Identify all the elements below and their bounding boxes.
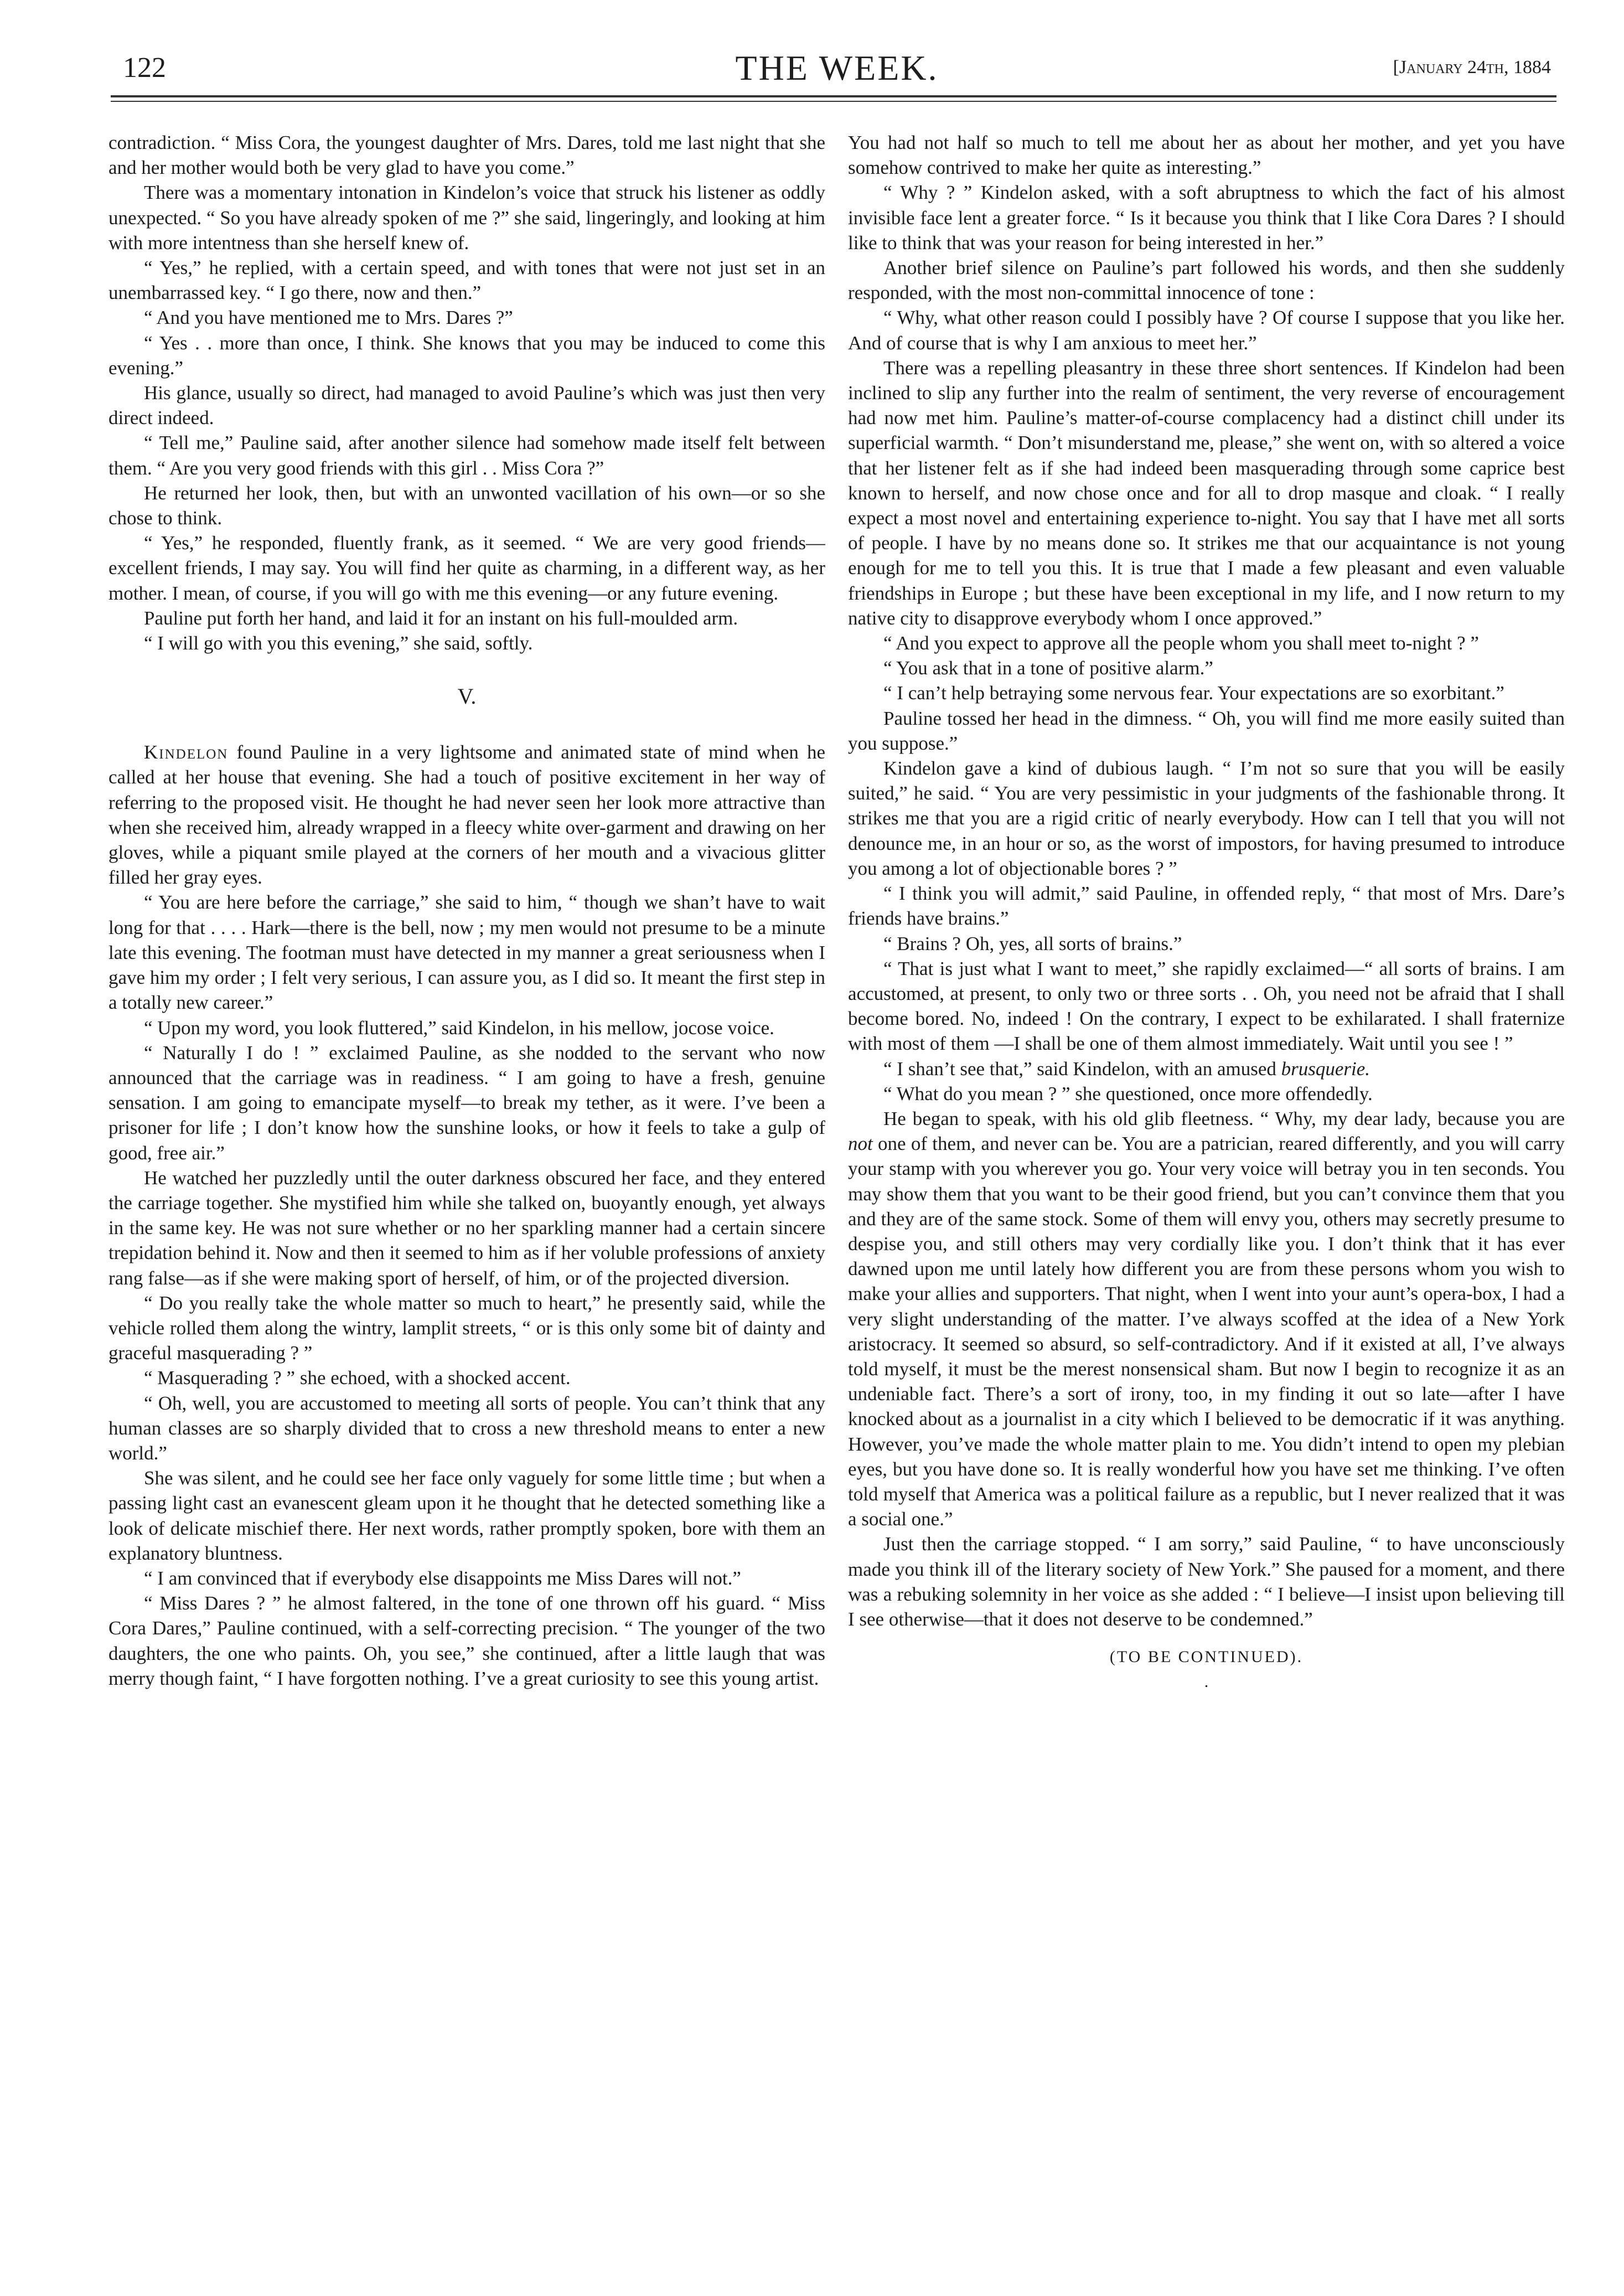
paragraph: “ Tell me,” Pauline said, after another silence had somehow made itself felt between them. “ Are you very good friends with this girl . . Miss Cora ?”	[108, 432, 825, 479]
paragraph: “ Brains ? Oh, yes, all sorts of brains.”	[883, 932, 1182, 954]
paragraph: “ And you have mentioned me to Mrs. Dares ?”	[144, 307, 513, 329]
paragraph: “ I can’t help betraying some nervous fear. Your expectations are so exorbitant.”	[883, 682, 1504, 704]
paragraph: “ Why, what other reason could I possibly have ? Of course I suppose that you like her. And of course that is why I am anxious to meet her.”	[848, 307, 1565, 354]
paragraph: Kindelon gave a kind of dubious laugh. “ I’m not so sure that you will be easily suited,” he said. “ You are very pessimistic in your judgments of the fashionable throng. It strikes me that you are a rigid critic of nearly everybody. How can I tell that you will not denounce me, in an hour or so, as the worst of impostors, for having presumed to introduce you among a lot of objectionable bores ? ”	[848, 757, 1565, 879]
paragraph: “ And you expect to approve all the people whom you shall meet to-night ? ”	[883, 632, 1479, 654]
paragraph: Just then the carriage stopped. “ I am sorry,” said Pauline, “ to have unconsciously made you think ill of the literary society of New York.” She paused for a moment, and there was a rebuking solemnity in her voice as she added : “ I believe—I insist upon believing till I see otherwise—that it does not deserve to be condemned.”	[848, 1533, 1565, 1630]
paragraph: Another brief silence on Pauline’s part followed his words, and then she suddenly responded, with the most non-committal innocence of tone :	[848, 257, 1565, 304]
paragraph: “ You are here before the carriage,” she said to him, “ though we shan’t have to wait long for that . . . . Hark—there is the bell, now ; my men would not presume to be a minute late this evening. The footman must have detected in my manner a great seriousness when I gave him my order ; I felt very serious, I can assure you, as I did so. It meant the first step in a totally new career.”	[108, 891, 825, 1014]
paragraph: She was silent, and he could see her face only vaguely for some little time ; but when a passing light cast an evanescent gleam upon it he thought that he detected something like a look of delicate mischief there. Her next words, rather promptly spoken, bore with them an explanatory bluntness.	[108, 1467, 825, 1564]
header-rule-thin	[111, 101, 1556, 102]
paragraph: “ I will go with you this evening,” she said, softly.	[144, 632, 533, 654]
end-mark: .	[1204, 1673, 1209, 1691]
paragraph: “ Yes . . more than once, I think. She knows that you may be induced to come this evening.”	[108, 332, 825, 379]
italic-word: brusquerie.	[1281, 1057, 1370, 1080]
right-column	[848, 130, 1565, 2273]
paragraph: He watched her puzzledly until the outer darkness obscured her face, and they entered the carriage together. She mystified him while she talked on, buoyantly enough, yet always in the same key. He was not sure whether or no her sparkling manner had a certain sincere trepidation behind it. Now and then it seemed to him as if her voluble professions of anxiety rang false—as if she were making sport of herself, of him, or of the projected diversion.	[108, 1167, 825, 1289]
paragraph: “ Upon my word, you look fluttered,” said Kindelon, in his mellow, jocose voice.	[144, 1017, 774, 1039]
italic-word: not	[848, 1133, 873, 1155]
paragraph-text: found Pauline in a very lightsome and animated state of mind when he called at her house that evening. She had a touch of positive excitement in her way of referring to the proposed visit. He thought he had never seen her look more attractive than when she received him, already wrapped in a fleecy white over-garment and drawing on her gloves, while a piquant smile played at the corners of her mouth and a vivacious glitter filled her gray eyes.	[108, 741, 825, 889]
paragraph	[848, 1106, 1565, 1531]
paragraph: There was a repelling pleasantry in these three short sentences. If Kindelon had been inclined to slip any further into the realm of sentiment, the very reverse of encouragement had now met him. Pauline’s matter-of-course complacency had a distinct chill under its superficial warmth. “ Don’t misunderstand me, please,” she went on, with so altered a voice that her listener felt as if she had indeed been masquerading through some caprice best known to herself, and now chose once and for all to drop masque and cloak. “ I really expect a most novel and entertaining experience to-night. You say that I have met all sorts of people. I have by no means done so. It strikes me that our acquaintance is not young enough for me to tell you this. It is true that I made a few pleasant and even valuable friendships in Europe ; but these have been exceptional in my life, and I now return to my native city to disapprove everybody whom I once approved.”	[848, 357, 1565, 629]
paragraph: His glance, usually so direct, had managed to avoid Pauline’s which was just then very direct indeed.	[108, 382, 825, 429]
to-be-continued: (TO BE CONTINUED).	[1109, 1648, 1304, 1666]
paragraph-text: one of them, and never can be. You are a patrician, reared differently, and you will carry your stamp with you wherever you go. Your very voice will betray you in ten seconds. You may show them that you want to be their good friend, but you can’t convince them that you and they are of the same stock. Some of them will envy you, others may secretly presume to despise you, and still others may very cordially like you. I don’t think that it has ever dawned upon me until lately how different you are from these persons whom you wish to make your allies and supporters. That night, when I went into your aunt’s opera-box, I had a very slight understanding of the matter. I’ve always scoffed at the idea of a New York aristocracy. It seemed so absurd, so self-contradictory. And if it existed at all, I’ve always told myself, it must be the merest nonsensical sham. But now I begin to recognize it as an undeniable fact. There’s a sort of irony, too, in my finding it out so late—after I have knocked about as a journalist in a city which I believed to be democratic if it was anything. However, you’ve made the whole matter plain to me. You didn’t intend to open my plebian eyes, but you have done so. It is really wonderful how you have set me thinking. I’ve often told myself that America was a political failure as a republic, but I never realized that it was a social one.”	[848, 1133, 1565, 1530]
paragraph: You had not half so much to tell me about her as about her mother, and yet you have somehow contrived to make her quite as interesting.”	[848, 132, 1565, 179]
paragraph: “ That is just what I want to meet,” she rapidly exclaimed—“ all sorts of brains. I am accustomed, at present, to only two or three sorts . . Oh, you need not be afraid that I shall become bored. No, indeed ! On the contrary, I expect to be exhilarated. I shall fraternize with most of them —I shall be one of them almost immediately. Wait until you see ! ”	[848, 957, 1565, 1055]
lead-word: Kindelon	[144, 741, 229, 763]
chapter-heading: V.	[457, 684, 477, 709]
paragraph: Pauline tossed her head in the dimness. “ Oh, you will find me more easily suited than you suppose.”	[848, 707, 1565, 754]
paragraph	[848, 1056, 1565, 1081]
paragraph: Pauline put forth her hand, and laid it for an instant on his full-moulded arm.	[144, 607, 738, 629]
paragraph: “ Why ? ” Kindelon asked, with a soft abruptness to which the fact of his almost invisible face lent a greater force. “ Is it because you think that I like Cora Dares ? I should like to think that was your reason for being interested in her.”	[848, 182, 1565, 254]
paragraph: contradiction. “ Miss Cora, the youngest daughter of Mrs. Dares, told me last night that she and her mother would both be very glad to have you come.”	[108, 132, 825, 179]
header-rule-thick	[111, 95, 1556, 97]
issue-date: [January 24th, 1884	[1393, 57, 1551, 78]
page-number: 122	[123, 52, 166, 84]
paragraph-text: “ I shan’t see that,” said Kindelon, with an amused	[883, 1057, 1281, 1080]
paragraph-text: He began to speak, with his old glib fleetness. “ Why, my dear lady, because you are	[883, 1107, 1565, 1129]
paragraph: “ Do you really take the whole matter so much to heart,” he presently said, while the vehicle rolled them along the wintry, lamplit streets, “ or is this only some bit of dainty and graceful masquerading ? ”	[108, 1292, 825, 1364]
paragraph: “ Yes,” he responded, fluently frank, as it seemed. “ We are very good friends—excellent friends, I may say. You will find her quite as charming, in a different way, as her mother. I mean, of course, if you will go with me this evening—or any future evening.	[108, 532, 825, 604]
paragraph: “ Naturally I do ! ” exclaimed Pauline, as she nodded to the servant who now announced that the carriage was in readiness. “ I am going to have a fresh, genuine sensation. I am going to emancipate myself—to break my tether, as it were. I’ve been a prisoner for life ; I don’t know how the sunshine looks, or how it feels to take a gulp of good, free air.”	[108, 1041, 825, 1164]
paragraph: “ Miss Dares ? ” he almost faltered, in the tone of one thrown off his guard. “ Miss Cora Dares,” Pauline continued, with a self-correcting precision. “ The younger of the two daughters, the one who paints. Oh, you see,” she continued, after a little laugh that was merry though faint, “ I have forgotten nothing. I’ve a great curiosity to see this young artist.	[108, 1592, 825, 1689]
paragraph	[108, 740, 825, 890]
page-header	[117, 49, 1556, 99]
paragraph: “ What do you mean ? ” she questioned, once more offendedly.	[883, 1082, 1373, 1105]
paragraph: “ Yes,” he replied, with a certain speed, and with tones that were not just set in an unembarrassed key. “ I go there, now and then.”	[108, 257, 825, 304]
paragraph: “ I am convinced that if everybody else disappoints me Miss Dares will not.”	[144, 1567, 741, 1589]
left-column	[108, 130, 825, 2273]
paragraph: “ Oh, well, you are accustomed to meeting all sorts of people. You can’t think that any human classes are so sharply divided that to cross a new threshold means to enter a new world.”	[108, 1392, 825, 1464]
paragraph: “ I think you will admit,” said Pauline, in offended reply, “ that most of Mrs. Dare’s friends have brains.”	[848, 883, 1565, 930]
paragraph: He returned her look, then, but with an unwonted vacillation of his own—or so she chose to think.	[108, 482, 825, 529]
journal-title: THE WEEK.	[735, 48, 939, 87]
paragraph: There was a momentary intonation in Kindelon’s voice that struck his listener as oddly unexpected. “ So you have already spoken of me ?” she said, lingeringly, and looking at him with more intentness than she herself knew of.	[108, 182, 825, 254]
paragraph: “ You ask that in a tone of positive alarm.”	[883, 657, 1213, 679]
paragraph: “ Masquerading ? ” she echoed, with a shocked accent.	[144, 1367, 571, 1389]
